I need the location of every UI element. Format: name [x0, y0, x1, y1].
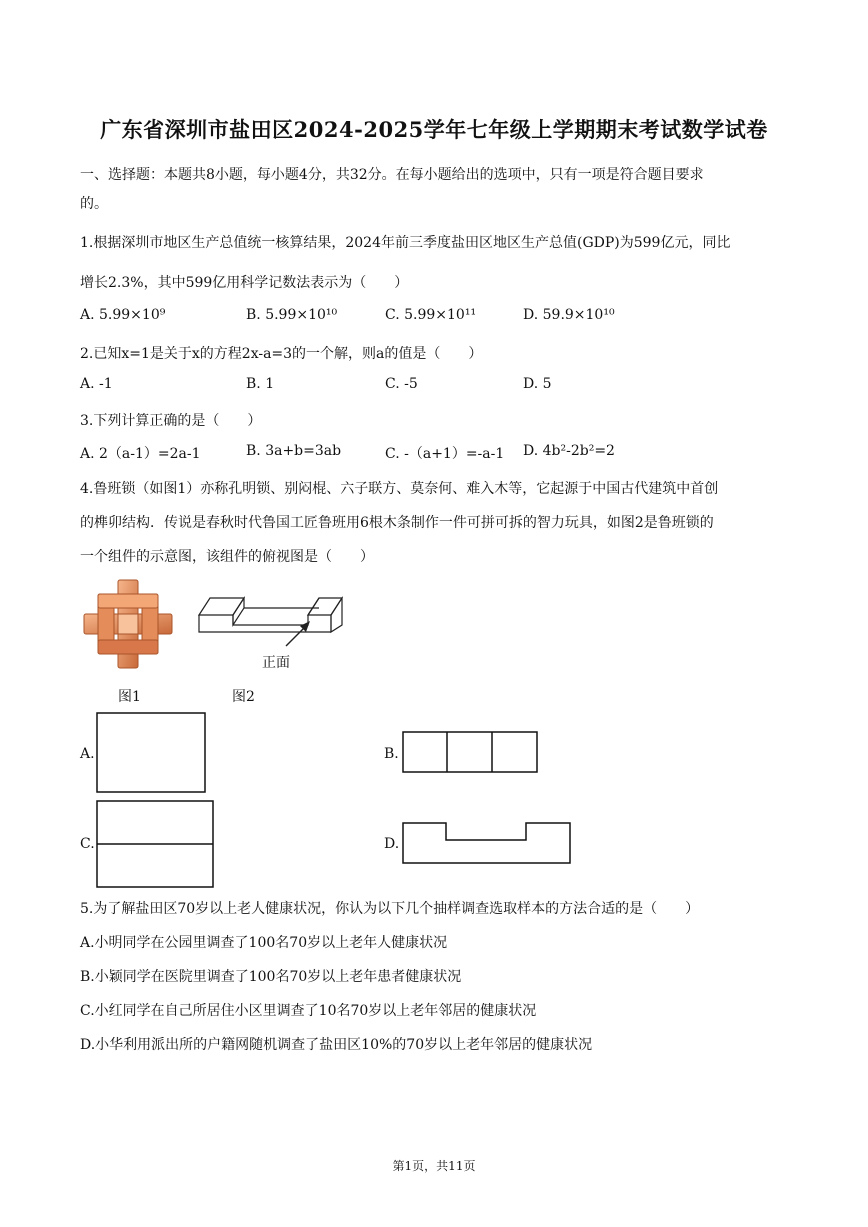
q5-option-d: D.小华利用派出所的户籍网随机调查了盐田区10%的70岁以上老年邻居的健康状况	[80, 1037, 593, 1053]
section-instruction-line1: 一、选择题：本题共8小题，每小题4分，共32分。在每小题给出的选项中，只有一项是符合题目要求	[80, 167, 704, 183]
q3-option-d: D. 4b²-2b²=2	[523, 443, 615, 459]
q4-option-c-figure	[96, 800, 216, 890]
q2-stem: 2.已知x=1是关于x的方程2x-a=3的一个解，则a的值是（ ）	[80, 346, 483, 362]
page-footer: 第1页，共11页	[392, 1159, 476, 1173]
q4-option-c-label: C.	[80, 836, 95, 852]
q4-stem-line1: 4.鲁班锁（如图1）亦称孔明锁、别闷棍、六子联方、莫奈何、难入木等，它起源于中国古代建筑中首创	[80, 481, 719, 497]
q2-option-d: D. 5	[523, 376, 552, 392]
q2-option-c: C. -5	[385, 376, 418, 392]
q1-stem-line2: 增长2.3%，其中599亿用科学记数法表示为（ ）	[80, 275, 409, 291]
q1-stem-line1: 1.根据深圳市地区生产总值统一核算结果，2024年前三季度盐田区地区生产总值(GDP)为599亿元，同比	[80, 235, 731, 251]
q5-option-b: B.小颖同学在医院里调查了100名70岁以上老年患者健康状况	[80, 969, 462, 985]
section-instruction-line2: 的。	[80, 196, 108, 212]
q2-option-b: B. 1	[246, 376, 275, 392]
component-diagram	[196, 590, 346, 648]
q1-option-b: B. 5.99×10¹⁰	[246, 307, 338, 323]
q4-option-a-figure	[96, 712, 208, 794]
figure1-caption: 图1	[118, 689, 141, 705]
q5-stem: 5.为了解盐田区70岁以上老人健康状况，你认为以下几个抽样调查选取样本的方法合适的是（ ）	[80, 901, 700, 917]
q4-stem-line3: 一个组件的示意图，该组件的俯视图是（ ）	[80, 549, 374, 565]
q3-stem: 3.下列计算正确的是（ ）	[80, 413, 262, 429]
q3-option-b: B. 3a+b=3ab	[246, 443, 342, 459]
q4-stem-line2: 的榫卯结构．传说是春秋时代鲁国工匠鲁班用6根木条制作一件可拼可拆的智力玩具，如图2是鲁班锁的	[80, 515, 714, 531]
figure2-caption: 图2	[232, 689, 255, 705]
q4-option-b-figure	[402, 731, 540, 775]
q3-option-c: C. -（a+1）=-a-1	[385, 446, 505, 462]
q1-option-c: C. 5.99×10¹¹	[385, 307, 477, 323]
q1-option-a: A. 5.99×10⁹	[80, 307, 166, 323]
q4-option-d-label: D.	[384, 836, 400, 852]
q4-option-b-label: B.	[384, 746, 399, 762]
q4-option-d-figure	[402, 822, 574, 866]
front-label: 正面	[262, 655, 290, 671]
q2-option-a: A. -1	[80, 376, 113, 392]
q1-option-d: D. 59.9×10¹⁰	[523, 307, 615, 323]
q3-option-a: A. 2（a-1）=2a-1	[80, 446, 201, 462]
q4-option-a-label: A.	[80, 746, 95, 762]
page-title: 广东省深圳市盐田区2024-2025学年七年级上学期期末考试数学试卷	[100, 117, 768, 142]
luban-lock-image	[82, 578, 174, 670]
q5-option-c: C.小红同学在自己所居住小区里调查了10名70岁以上老年邻居的健康状况	[80, 1003, 537, 1019]
q5-option-a: A.小明同学在公园里调查了100名70岁以上老年人健康状况	[80, 935, 448, 951]
